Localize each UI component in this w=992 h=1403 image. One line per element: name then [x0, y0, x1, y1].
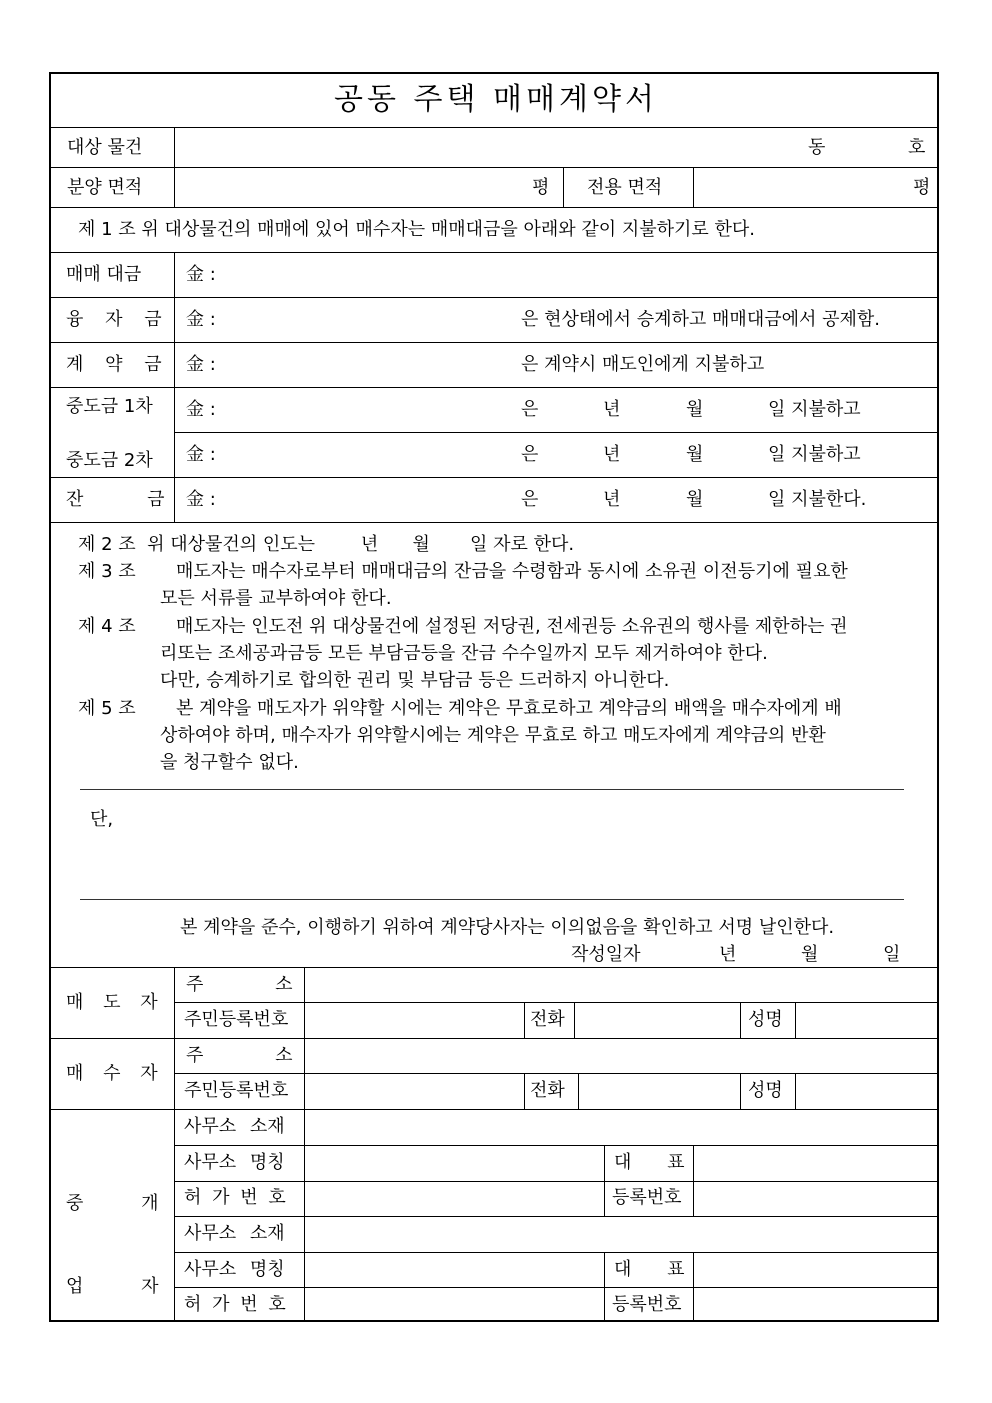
rule [49, 522, 939, 523]
rule [174, 1216, 939, 1217]
rule [693, 167, 694, 207]
separator [80, 899, 904, 900]
article-3-head: 제 3 조 [78, 561, 136, 582]
eun-particle: 은 [521, 444, 539, 465]
article-4-head: 제 4 조 [78, 616, 136, 637]
rule [574, 1002, 575, 1038]
date-label: 작성일자 [571, 944, 641, 965]
rule [49, 252, 939, 253]
rule [174, 252, 175, 522]
pyeong-unit: 평 [913, 177, 931, 198]
reg-no-label: 등록번호 [612, 1294, 682, 1315]
office-name-label: 사무소 명칭 [184, 1152, 285, 1173]
rule [174, 967, 175, 1322]
eun-particle: 은 [521, 489, 539, 510]
reg-no-label: 등록번호 [612, 1187, 682, 1208]
special-terms-label: 단, [90, 809, 114, 830]
name-label: 성명 [748, 1009, 783, 1030]
date-day: 일 [883, 944, 901, 965]
year-unit: 년 [603, 489, 621, 510]
rule [693, 1145, 694, 1216]
payment-label: 계 약 금 [66, 354, 162, 375]
payment-label: 잔 금 [66, 489, 165, 510]
date-month: 월 [801, 944, 819, 965]
month-unit: 월 [686, 399, 704, 420]
article-3-line: 매도자는 매수자로부터 매매대금의 잔금을 수령함과 동시에 소유권 이전등기에 필요한 [176, 561, 848, 582]
rule [304, 967, 305, 1322]
rule [49, 297, 939, 298]
rule [578, 1073, 579, 1109]
payment-label: 중도금 2차 [66, 450, 153, 471]
office-location-label: 사무소 소재 [184, 1223, 285, 1244]
object-label: 대상 물건 [67, 137, 143, 158]
article-5-line: 을 청구할수 없다. [160, 752, 299, 773]
seller-label: 매 도 자 [66, 992, 158, 1013]
rule [49, 1109, 939, 1110]
payment-label: 매매 대금 [66, 264, 142, 285]
article-5-head: 제 5 조 [78, 698, 136, 719]
rule [49, 207, 939, 208]
pyeong-unit: 평 [532, 177, 550, 198]
article-5-line: 상하여야 하며, 매수자가 위약할시에는 계약은 무효로 하고 매도자에게 계약금의 반환 [160, 725, 826, 746]
representative-label: 대 표 [614, 1152, 685, 1173]
payment-note: 은 현상태에서 승계하고 매매대금에서 공제함. [521, 309, 880, 330]
rule [174, 1287, 939, 1288]
office-location-label: 사무소 소재 [184, 1116, 285, 1137]
article-3-line: 모든 서류를 교부하여야 한다. [160, 588, 392, 609]
rule [174, 432, 939, 433]
contract-frame [49, 72, 939, 1322]
won-sign: 金 : [186, 399, 216, 420]
rule [49, 167, 939, 168]
address-label: 주 소 [186, 1045, 293, 1066]
article-1: 제 1 조 위 대상물건의 매매에 있어 매수자는 매매대금을 아래와 같이 지불하기로 한다. [78, 219, 756, 240]
rule [604, 1145, 605, 1216]
representative-label: 대 표 [614, 1259, 685, 1280]
rule [693, 1252, 694, 1322]
rule [174, 1145, 939, 1146]
date-year: 년 [719, 944, 737, 965]
rule [795, 1002, 796, 1038]
rule [740, 1002, 741, 1038]
rule [49, 477, 939, 478]
dong-unit: 동 [808, 137, 826, 158]
rule [524, 1073, 525, 1109]
document-title: 공동 주택 매매계약서 [334, 82, 658, 117]
name-label: 성명 [748, 1080, 783, 1101]
article-2: 제 2 조 위 대상물건의 인도는 년 월 일 자로 한다. [78, 534, 575, 555]
month-unit: 월 [686, 489, 704, 510]
year-unit: 년 [603, 444, 621, 465]
regno-label: 주민등록번호 [184, 1080, 289, 1101]
license-no-label: 허 가 번 호 [184, 1187, 286, 1208]
article-4-line: 다만, 승계하기로 합의한 권리 및 부담금 등은 드러하지 아니한다. [160, 670, 670, 691]
rule [524, 1002, 525, 1038]
won-sign: 金 : [186, 444, 216, 465]
rule [49, 127, 939, 128]
rule [174, 1073, 939, 1074]
won-sign: 金 : [186, 354, 216, 375]
rule [49, 1038, 939, 1039]
sale-area-label: 분양 면적 [67, 177, 143, 198]
license-no-label: 허 가 번 호 [184, 1294, 286, 1315]
won-sign: 金 : [186, 264, 216, 285]
address-label: 주 소 [186, 974, 293, 995]
ho-unit: 호 [908, 137, 926, 158]
day-final: 일 지불한다. [768, 489, 867, 510]
rule [563, 167, 564, 207]
rule [795, 1073, 796, 1109]
eun-particle: 은 [521, 399, 539, 420]
article-4-line: 매도자는 인도전 위 대상물건에 설정된 저당권, 전세권등 소유권의 행사를 제한하는 권 [176, 616, 848, 637]
payment-label: 중도금 1차 [66, 396, 153, 417]
broker-label: 중 개 [66, 1193, 159, 1214]
regno-label: 주민등록번호 [184, 1009, 289, 1030]
office-name-label: 사무소 명칭 [184, 1259, 285, 1280]
rule [174, 1181, 939, 1182]
rule [604, 1252, 605, 1322]
rule [174, 1252, 939, 1253]
year-unit: 년 [603, 399, 621, 420]
rule [174, 127, 175, 207]
buyer-label: 매 수 자 [66, 1063, 158, 1084]
payment-label: 융 자 금 [66, 309, 162, 330]
phone-label: 전화 [530, 1080, 565, 1101]
payment-note: 은 계약시 매도인에게 지불하고 [521, 354, 765, 375]
rule [740, 1073, 741, 1109]
separator [80, 789, 904, 790]
day-pay: 일 지불하고 [768, 399, 861, 420]
confirmation-text: 본 계약을 준수, 이행하기 위하여 계약당사자는 이의없음을 확인하고 서명 날인한다. [180, 917, 835, 938]
won-sign: 金 : [186, 489, 216, 510]
article-4-line: 리또는 조세공과금등 모든 부담금등을 잔금 수수일까지 모두 제거하여야 한다. [160, 643, 768, 664]
won-sign: 金 : [186, 309, 216, 330]
rule [49, 342, 939, 343]
phone-label: 전화 [530, 1009, 565, 1030]
month-unit: 월 [686, 444, 704, 465]
broker-label: 업 자 [66, 1276, 159, 1297]
article-5-line: 본 계약을 매도자가 위약할 시에는 계약은 무효로하고 계약금의 배액을 매수자에게 배 [176, 698, 842, 719]
rule [174, 1002, 939, 1003]
rule [49, 967, 939, 968]
rule [49, 387, 939, 388]
day-pay: 일 지불하고 [768, 444, 861, 465]
exclusive-area-label: 전용 면적 [587, 177, 663, 198]
